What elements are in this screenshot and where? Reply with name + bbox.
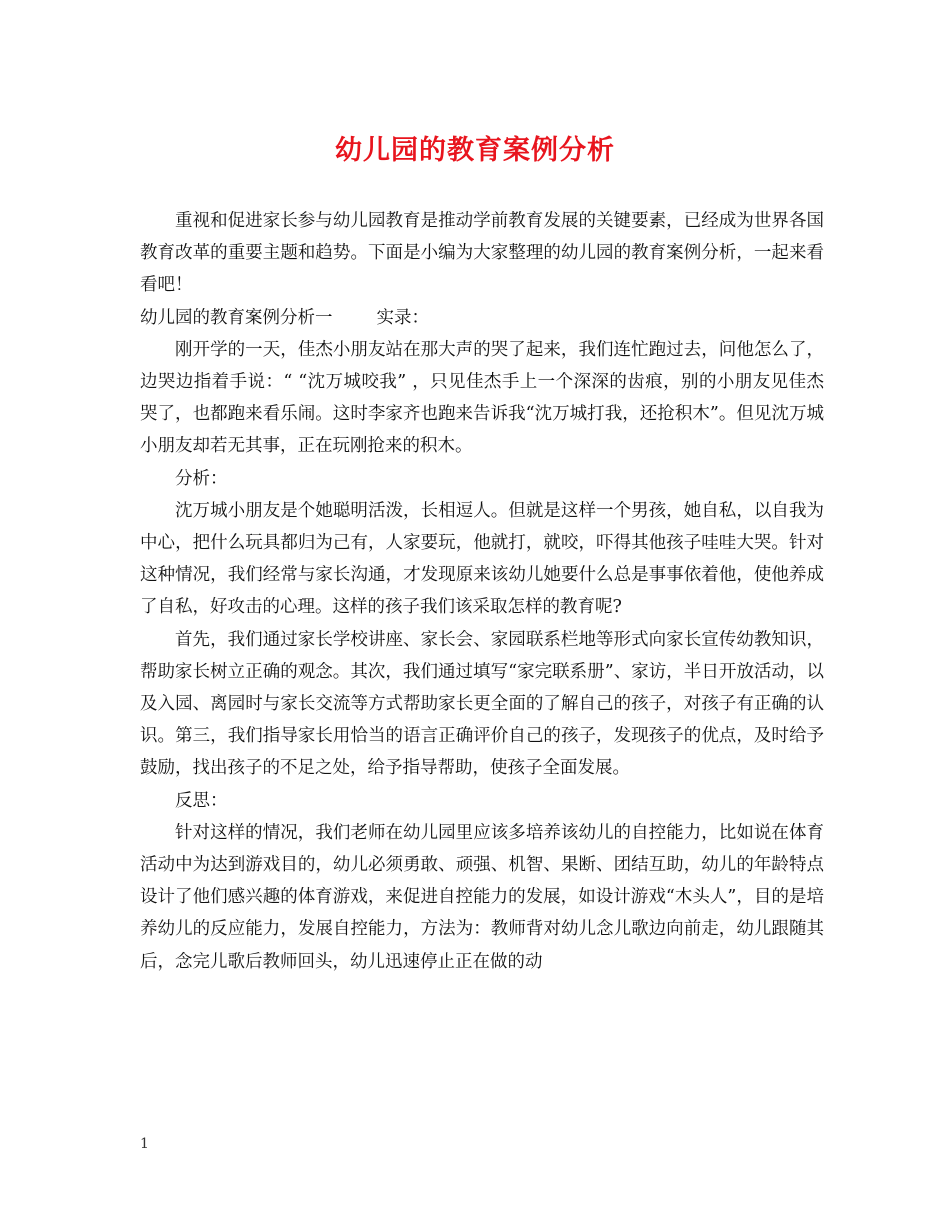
reflection-label: 反思： [175, 790, 228, 811]
section-label: 实录： [376, 307, 429, 328]
record-paragraph: 刚开学的一天，佳杰小朋友站在那大声的哭了起来，我们连忙跑过去，问他怎么了，边哭边指着手说：“ “沈万城咬我” ，只见佳杰手上一个深深的齿痕，别的小朋友见佳杰哭了，也都跑来看乐闹。这时李家齐也跑来告诉我“沈万城打我，还抢积木”。但见沈万城小朋友却若无其事，正在玩刚抢来的积木。 [140, 339, 824, 457]
analysis-paragraph-2: 首先，我们通过家长学校讲座、家长会、家园联系栏地等形式向家长宣传幼教知识，帮助家长树立正确的观念。其次，我们通过填写“家完联系册”、家访，半日开放活动，以及入园、离园时与家长交流等方式帮助家长更全面的了解自己的孩子，对孩子有正确的认识。第三，我们指导家长用恰当的语言正确评价自己的孩子，发现孩子的优点，及时给予鼓励，找出孩子的不足之处，给予指导帮助，使孩子全面发展。 [140, 629, 824, 779]
document-body [140, 205, 824, 978]
analysis-paragraph-1: 沈万城小朋友是个她聪明活泼，长相逗人。但就是这样一个男孩，她自私，以自我为中心，把什么玩具都归为己有，人家要玩，他就打，就咬，吓得其他孩子哇哇大哭。针对这种情况，我们经常与家长沟通，才发现原来该幼儿她要什么总是事事依着他，使他养成了自私，好攻击的心理。这样的孩子我们该采取怎样的教育呢? [140, 500, 824, 618]
document-title: 幼儿园的教育案例分析 [335, 135, 615, 166]
reflection-paragraph: 针对这样的情况，我们老师在幼儿园里应该多培养该幼儿的自控能力，比如说在体育活动中为达到游戏目的，幼儿必须勇敢、顽强、机智、果断、团结互助，幼儿的年龄特点设计了他们感兴趣的体育游戏，来促进自控能力的发展，如设计游戏“木头人”，目的是培养幼儿的反应能力，发展自控能力，方法为：教师背对幼儿念儿歌边向前走，幼儿跟随其后，念完儿歌后教师回头，幼儿迅速停止正在做的动 [140, 822, 824, 972]
section-heading: 幼儿园的教育案例分析一 [140, 307, 333, 328]
intro-paragraph: 重视和促进家长参与幼儿园教育是推动学前教育发展的关键要素，已经成为世界各国教育改革的重要主题和趋势。下面是小编为大家整理的幼儿园的教育案例分析，一起来看看吧！ [140, 211, 824, 296]
section-heading-line [140, 302, 824, 334]
analysis-label: 分析： [175, 468, 228, 489]
page-number: 1 [140, 1136, 149, 1152]
